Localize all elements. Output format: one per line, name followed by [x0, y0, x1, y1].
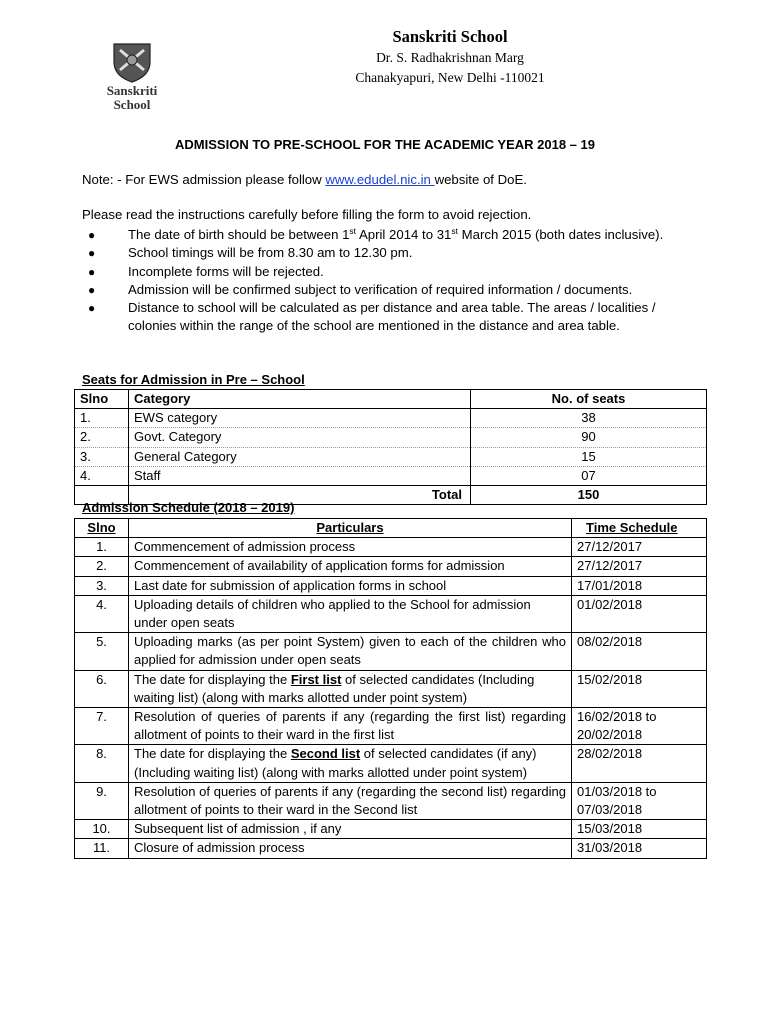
header-particulars: Particulars: [129, 519, 572, 538]
bullet-icon: ●: [88, 282, 96, 297]
table-row: [75, 839, 707, 858]
dob-text: The date of birth should be between 1: [128, 227, 350, 242]
total-value: 150: [471, 486, 707, 505]
cell-particulars: Resolution of queries of parents if any (regarding the first list) regarding allotment of points to their ward in the first list: [129, 708, 572, 745]
school-header: [300, 26, 600, 88]
logo-text-2: School: [113, 97, 151, 112]
cell-slno: 1.: [75, 409, 129, 428]
cell-slno: 3.: [75, 576, 129, 595]
cell-slno: 2.: [75, 557, 129, 576]
particulars-pre: The date for displaying the: [134, 671, 291, 687]
edudel-link[interactable]: www.edudel.nic.in: [325, 172, 435, 187]
instructions-intro: Please read the instructions carefully before filling the form to avoid rejection.: [82, 207, 532, 222]
header-category: Category: [129, 390, 471, 409]
cell-time: [572, 708, 707, 745]
table-row: [75, 745, 707, 782]
incomplete-text: Incomplete forms will be rejected.: [128, 263, 324, 279]
list-item: [84, 244, 704, 262]
cell-slno: 11.: [75, 839, 129, 858]
time-line-1: 16/02/2018 to: [577, 709, 657, 725]
schedule-table: [74, 518, 707, 859]
table-header-row: [75, 519, 707, 538]
list-item: [84, 263, 704, 281]
crest-shield-icon: [114, 44, 150, 82]
first-list-label: First list: [290, 671, 342, 687]
cell-slno: 10.: [75, 820, 129, 839]
cell-slno: 4.: [75, 595, 129, 632]
logo-text-1: Sanskriti: [106, 83, 158, 98]
header-time: Time Schedule: [572, 519, 707, 538]
cell-time: 08/02/2018: [572, 633, 707, 670]
seats-table: [74, 389, 707, 505]
table-row: [75, 428, 707, 447]
school-logo: [92, 40, 172, 112]
cell-slno: 4.: [75, 466, 129, 485]
cell-time: 27/12/2017: [572, 557, 707, 576]
cell-slno: 9.: [75, 782, 129, 819]
cell-slno: 1.: [75, 538, 129, 557]
time-line-1: 01/03/2018 to: [577, 783, 657, 799]
cell-time: [572, 782, 707, 819]
table-row: [75, 466, 707, 485]
note-suffix: website of DoE.: [434, 172, 527, 187]
list-item: [84, 226, 704, 244]
dob-text: March 2015 (both dates inclusive).: [457, 227, 664, 242]
dob-sup: st: [451, 226, 458, 236]
cell-slno: 5.: [75, 633, 129, 670]
ews-note: [82, 172, 527, 187]
cell-particulars: Uploading marks (as per point System) given to each of the children who applied for admission under open seats: [129, 633, 572, 670]
bullet-icon: ●: [88, 228, 96, 242]
cell-slno: 3.: [75, 447, 129, 466]
cell-particulars: Uploading details of children who applied to the School for admission under open seats: [129, 595, 572, 632]
cell-particulars: Subsequent list of admission , if any: [129, 820, 572, 839]
table-row: [75, 409, 707, 428]
cell-seats: 07: [471, 466, 707, 485]
list-item: [84, 281, 704, 299]
bullet-icon: ●: [88, 246, 96, 261]
dob-sup: st: [349, 226, 357, 236]
particulars-post: of selected candidates (if any) (Including waiting list) (along with marks allotted under point system): [134, 746, 537, 780]
cell-particulars: Commencement of admission process: [129, 538, 572, 557]
total-label: Total: [129, 486, 471, 505]
table-row: [75, 670, 707, 707]
cell-slno: 6.: [75, 670, 129, 707]
table-header-row: [75, 390, 707, 409]
header-seats: No. of seats: [471, 390, 707, 409]
cell-seats: 15: [471, 447, 707, 466]
bullet-icon: ●: [88, 301, 96, 316]
cell-seats: 38: [471, 409, 707, 428]
table-row: [75, 782, 707, 819]
cell-time: 17/01/2018: [572, 576, 707, 595]
table-row: [75, 557, 707, 576]
schedule-section-title: Admission Schedule (2018 – 2019): [82, 500, 295, 515]
cell-category: Staff: [129, 466, 471, 485]
particulars-pre: The date for displaying the: [134, 746, 291, 762]
cell-category: Govt. Category: [129, 428, 471, 447]
table-row: [75, 708, 707, 745]
instructions-list: [84, 226, 704, 336]
cell-particulars: [129, 670, 572, 707]
bullet-icon: ●: [88, 264, 96, 279]
cell-particulars: [129, 745, 572, 782]
dob-text: April 2014 to 31: [356, 227, 452, 242]
header-slno: Slno: [75, 519, 129, 538]
cell-slno: 2.: [75, 428, 129, 447]
note-prefix: Note: - For EWS admission please follow: [82, 172, 326, 187]
list-item: [84, 299, 704, 336]
table-row: [75, 538, 707, 557]
page-heading: ADMISSION TO PRE-SCHOOL FOR THE ACADEMIC YEAR 2018 – 19: [175, 137, 595, 152]
cell-slno: 8.: [75, 745, 129, 782]
cell-time: 01/02/2018: [572, 595, 707, 632]
table-row: [75, 820, 707, 839]
table-row: [75, 595, 707, 632]
cell-time: 15/02/2018: [572, 670, 707, 707]
header-slno: Slno: [75, 390, 129, 409]
seats-section-title: Seats for Admission in Pre – School: [82, 372, 305, 387]
timings-text: School timings will be from 8.30 am to 12.30 pm.: [128, 245, 413, 261]
distance-text: Distance to school will be calculated as per distance and area table. The areas / localities / colonies within the range of the school are mentioned in the distance and area table.: [128, 300, 656, 334]
address-line-2: Chanakyapuri, New Delhi -110021: [355, 70, 545, 85]
cell-time: 31/03/2018: [572, 839, 707, 858]
cell-slno: 7.: [75, 708, 129, 745]
cell-time: 15/03/2018: [572, 820, 707, 839]
cell-category: General Category: [129, 447, 471, 466]
particulars-post: of selected candidates (Including waiting list) (along with marks allotted under point system): [134, 671, 535, 705]
table-row: [75, 633, 707, 670]
table-row: [75, 576, 707, 595]
table-row: [75, 447, 707, 466]
cell-particulars: Closure of admission process: [129, 839, 572, 858]
cell-particulars: Resolution of queries of parents if any (regarding the second list) regarding allotment of points to their ward in the Second list: [129, 782, 572, 819]
cell-time: 28/02/2018: [572, 745, 707, 782]
school-name: Sanskriti School: [392, 27, 508, 46]
cell-category: EWS category: [129, 409, 471, 428]
cell-seats: 90: [471, 428, 707, 447]
second-list-label: Second list: [290, 746, 361, 762]
time-line-2: 07/03/2018: [577, 802, 643, 818]
cell-particulars: Commencement of availability of application forms for admission: [129, 557, 572, 576]
confirmed-text: Admission will be confirmed subject to verification of required information / documents.: [128, 281, 633, 297]
time-line-2: 20/02/2018: [577, 727, 643, 743]
cell-time: 27/12/2017: [572, 538, 707, 557]
cell-particulars: Last date for submission of application forms in school: [129, 576, 572, 595]
address-line-1: Dr. S. Radhakrishnan Marg: [376, 50, 524, 65]
